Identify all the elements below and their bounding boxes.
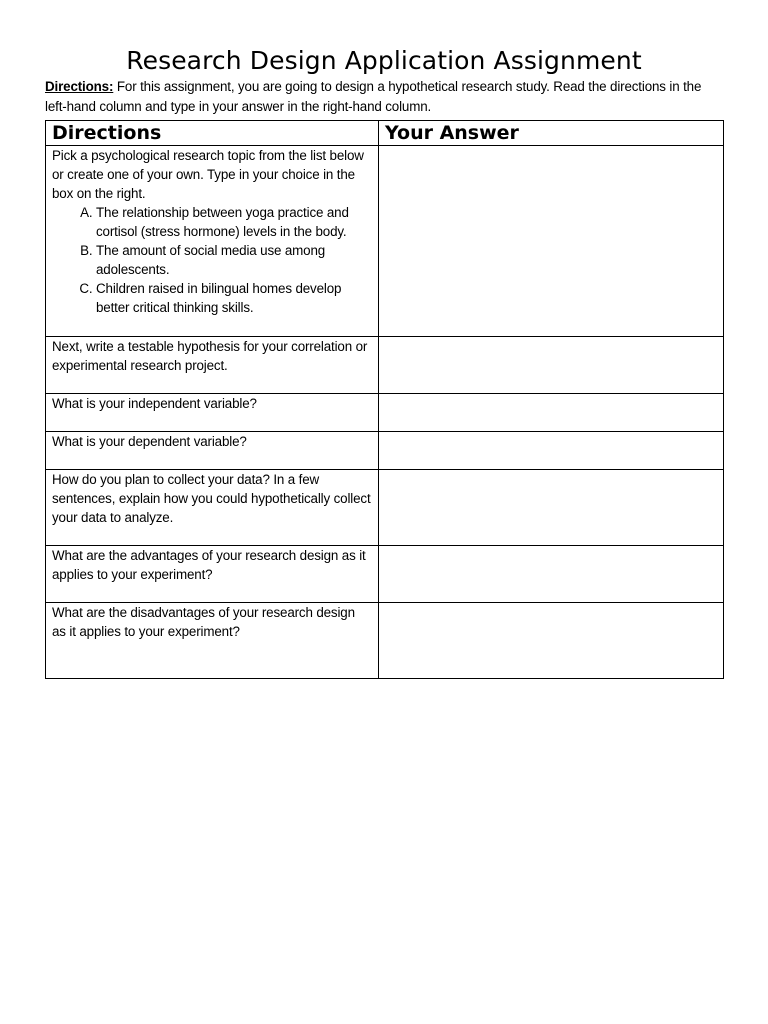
topic-option-c: C. Children raised in bilingual homes develop better critical thinking skills.	[96, 279, 372, 317]
directions-label: Directions:	[45, 79, 114, 94]
row-disadvantages-prompt: What are the disadvantages of your research design as it applies to your experiment?	[46, 603, 379, 679]
row-hypothesis-prompt: Next, write a testable hypothesis for your correlation or experimental research project.	[46, 337, 379, 394]
document-page	[45, 44, 723, 679]
answer-topic[interactable]	[379, 146, 724, 337]
topic-option-a: A. The relationship between yoga practice and cortisol (stress hormone) levels in the body.	[96, 203, 372, 241]
answer-data-collection[interactable]	[379, 470, 724, 546]
answer-independent-variable[interactable]	[379, 394, 724, 432]
row-topic-prompt	[46, 146, 379, 337]
topic-list	[52, 203, 372, 317]
table-row	[46, 470, 724, 546]
row-independent-variable-prompt: What is your independent variable?	[46, 394, 379, 432]
answer-disadvantages[interactable]	[379, 603, 724, 679]
row-advantages-prompt: What are the advantages of your research design as it applies to your experiment?	[46, 546, 379, 603]
table-row	[46, 337, 724, 394]
table-row	[46, 546, 724, 603]
answer-hypothesis[interactable]	[379, 337, 724, 394]
answer-advantages[interactable]	[379, 546, 724, 603]
table-header-row	[46, 121, 724, 146]
topic-option-b: B. The amount of social media use among adolescents.	[96, 241, 372, 279]
table-row	[46, 432, 724, 470]
row-dependent-variable-prompt: What is your dependent variable?	[46, 432, 379, 470]
table-row	[46, 146, 724, 337]
row-data-collection-prompt: How do you plan to collect your data? In a few sentences, explain how you could hypothetically collect your data to analyze.	[46, 470, 379, 546]
directions-text: For this assignment, you are going to design a hypothetical research study. Read the directions in the left-hand column and type in your answer in the right-hand column.	[45, 79, 702, 114]
assignment-table	[45, 120, 724, 679]
table-row	[46, 603, 724, 679]
header-directions: Directions	[46, 121, 379, 146]
header-your-answer: Your Answer	[379, 121, 724, 146]
directions-intro	[45, 77, 723, 117]
table-row	[46, 394, 724, 432]
page-title: Research Design Application Assignment	[126, 46, 642, 75]
answer-dependent-variable[interactable]	[379, 432, 724, 470]
topic-instructions: Pick a psychological research topic from the list below or create one of your own. Type in your choice in the box on the right.	[52, 148, 364, 201]
